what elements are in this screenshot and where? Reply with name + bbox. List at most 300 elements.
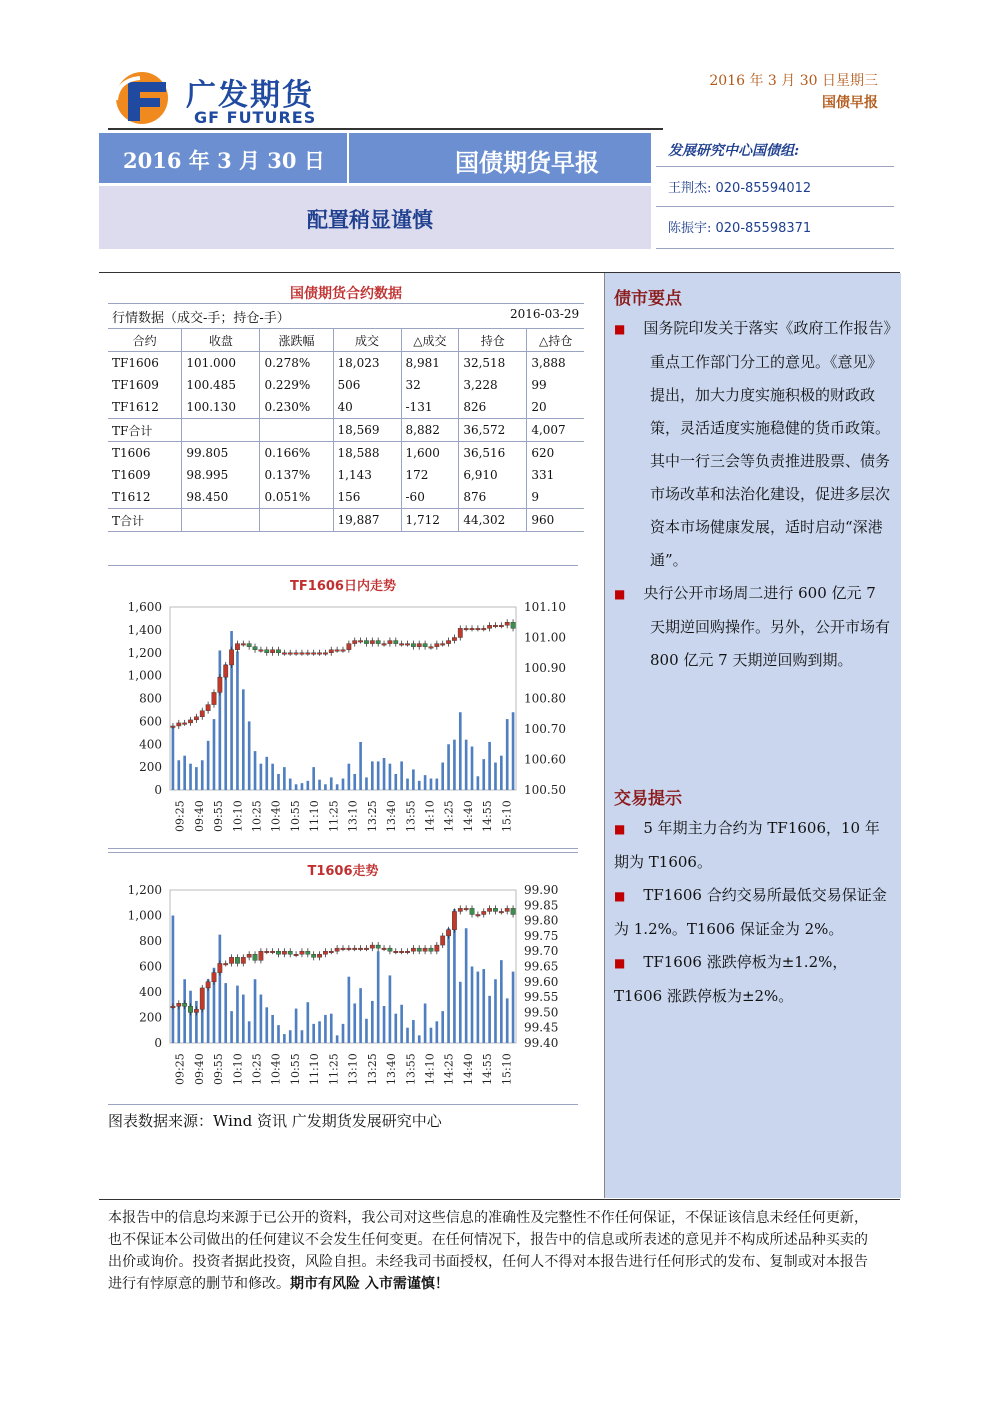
price-candle bbox=[171, 726, 175, 728]
x-axis-tick-label: 10:25 bbox=[250, 800, 264, 832]
bullet-item bbox=[614, 946, 894, 1013]
volume-bar bbox=[471, 967, 474, 1044]
price-candle bbox=[388, 948, 392, 951]
price-candle bbox=[335, 948, 339, 951]
x-axis-tick-label: 09:40 bbox=[192, 800, 206, 832]
table-cell: TF合计 bbox=[108, 419, 182, 442]
price-candle bbox=[218, 677, 222, 692]
table-cell: -60 bbox=[401, 486, 459, 509]
chart1-bottom-rule bbox=[108, 848, 578, 849]
volume-bar bbox=[371, 1001, 374, 1043]
left-axis-tick-label: 600 bbox=[139, 714, 162, 729]
right-axis-tick-label: 99.90 bbox=[524, 883, 559, 897]
volume-bar bbox=[418, 1035, 421, 1043]
table-cell: T1609 bbox=[112, 468, 151, 482]
price-candle bbox=[376, 945, 380, 948]
price-candle bbox=[464, 908, 468, 910]
price-candle bbox=[229, 650, 233, 665]
x-axis-tick-label: 10:55 bbox=[288, 1053, 302, 1085]
price-candle bbox=[364, 948, 368, 950]
price-candle bbox=[341, 948, 345, 950]
price-candle bbox=[399, 951, 403, 953]
table-cell: 36,572 bbox=[459, 419, 527, 442]
volume-bar bbox=[248, 721, 251, 790]
volume-bar bbox=[301, 1030, 304, 1043]
x-axis-tick-label: 09:25 bbox=[173, 1053, 187, 1085]
price-candle bbox=[270, 650, 274, 653]
contact-phone: 020-85594012 bbox=[715, 181, 812, 196]
volume-bar bbox=[219, 650, 222, 790]
table-cell: 0.051% bbox=[260, 486, 333, 509]
left-axis-tick-label: 1,600 bbox=[127, 600, 162, 614]
price-candle bbox=[476, 628, 480, 630]
table-cell: 99.805 bbox=[182, 442, 260, 465]
table-cell: 1,143 bbox=[333, 464, 401, 486]
price-candle bbox=[417, 948, 421, 951]
contacts-heading: 发展研究中心国债组: bbox=[668, 143, 800, 159]
table-cell: 19,887 bbox=[333, 509, 401, 532]
price-candle bbox=[487, 908, 491, 911]
bullet-item bbox=[614, 577, 894, 677]
right-axis-tick-label: 99.70 bbox=[524, 944, 559, 959]
table-cell: 101.000 bbox=[182, 352, 260, 375]
x-axis-tick-label: 10:25 bbox=[250, 1053, 264, 1085]
volume-bar bbox=[494, 979, 497, 1043]
price-candle bbox=[423, 644, 427, 647]
volume-bar bbox=[482, 759, 485, 790]
volume-bar bbox=[459, 712, 462, 790]
header-date: 2016 年 3 月 30 日星期三 bbox=[709, 73, 878, 89]
price-candle bbox=[341, 650, 345, 652]
table-cell: 9 bbox=[527, 486, 584, 509]
bullet-square-icon: ■ bbox=[614, 889, 626, 903]
bullet-text: 国务院印发关于落实《政府工作报告》重点工作部门分工的意见。《意见》提出，加大力度实施积极的财政政策，灵活适度实施稳健的货币政策。其中一行三会等负责推进股票、债务市场改革和法治化建设，促进多层次资本市场健康发展，适时启动“深港通”。 bbox=[643, 319, 891, 569]
volume-bar bbox=[254, 751, 257, 790]
x-axis-tick-label: 09:55 bbox=[212, 1053, 226, 1085]
price-candle bbox=[282, 653, 286, 655]
tf1606-intraday-chart bbox=[108, 597, 578, 852]
price-candle bbox=[452, 911, 456, 929]
price-candle bbox=[259, 951, 263, 960]
price-candle bbox=[265, 650, 269, 653]
bond-market-bullets bbox=[614, 312, 894, 677]
table-row bbox=[108, 486, 584, 509]
table-header-cell: △持仓 bbox=[527, 329, 584, 352]
table-cell: 0.230% bbox=[260, 396, 333, 419]
left-axis-tick-label: 600 bbox=[139, 959, 162, 974]
price-candle bbox=[317, 954, 321, 957]
volume-bar bbox=[482, 969, 485, 1043]
price-candle bbox=[329, 951, 333, 953]
price-candle bbox=[177, 723, 181, 726]
disclaimer bbox=[108, 1207, 868, 1295]
right-axis-tick-label: 99.75 bbox=[524, 928, 559, 943]
table-cell: 8,882 bbox=[401, 419, 459, 442]
volume-bar bbox=[488, 742, 491, 790]
section-title-trading-tips: 交易提示 bbox=[614, 789, 682, 809]
table-cell: 506 bbox=[333, 374, 401, 396]
x-axis-tick-label: 11:10 bbox=[308, 1053, 322, 1085]
volume-bar bbox=[459, 982, 462, 1043]
chart-frame bbox=[108, 565, 578, 840]
contact-row bbox=[668, 217, 811, 236]
chart-top-rule bbox=[108, 852, 578, 853]
table-row bbox=[108, 442, 584, 465]
table-cell: TF1606 bbox=[112, 356, 159, 370]
volume-bar bbox=[412, 1020, 415, 1043]
x-axis-tick-label: 14:55 bbox=[481, 800, 495, 832]
price-candle bbox=[241, 644, 245, 646]
right-axis-tick-label: 99.40 bbox=[524, 1036, 559, 1050]
table-date: 2016-03-29 bbox=[510, 307, 580, 321]
price-candle bbox=[417, 644, 421, 647]
table-cell bbox=[260, 419, 333, 442]
bullet-square-icon: ■ bbox=[614, 822, 626, 836]
volume-bar bbox=[447, 928, 450, 1043]
volume-bar bbox=[295, 784, 298, 790]
volume-bar bbox=[400, 1005, 403, 1043]
bullet-square-icon: ■ bbox=[614, 956, 626, 970]
contacts-rule-3 bbox=[656, 248, 894, 249]
price-candle bbox=[347, 948, 351, 950]
bullet-text: TF1606 涨跌停板为±1.2%，T1606 涨跌停板为±2%。 bbox=[614, 953, 848, 1005]
volume-bar bbox=[236, 652, 239, 790]
table-header-cell: 合约 bbox=[108, 329, 182, 352]
volume-bar bbox=[406, 779, 409, 790]
table-cell: 172 bbox=[401, 464, 459, 486]
price-candle bbox=[311, 954, 315, 957]
table-cell: 98.450 bbox=[182, 486, 260, 509]
volume-bar bbox=[424, 1003, 427, 1043]
table-cell: 8,981 bbox=[401, 352, 459, 375]
volume-bar bbox=[336, 784, 339, 790]
price-candle bbox=[206, 705, 210, 711]
table-cell: 20 bbox=[527, 396, 584, 419]
table-cell: T1606 bbox=[108, 442, 182, 465]
chart-title: T1606走势 bbox=[307, 864, 379, 879]
volume-bar bbox=[260, 764, 263, 790]
table-cell: 620 bbox=[527, 442, 584, 465]
volume-bar bbox=[394, 1014, 397, 1043]
volume-bar bbox=[465, 928, 468, 1043]
banner-title: 国债期货早报 bbox=[455, 148, 599, 177]
table-cell: 100.130 bbox=[182, 396, 260, 419]
x-axis-tick-label: 10:40 bbox=[269, 1053, 283, 1085]
table-cell: 18,569 bbox=[333, 419, 401, 442]
volume-bar bbox=[377, 761, 380, 790]
table-row bbox=[108, 509, 584, 532]
table-cell: 32 bbox=[401, 374, 459, 396]
right-axis-tick-label: 100.90 bbox=[524, 661, 566, 675]
table-cell: 826 bbox=[459, 396, 527, 419]
x-axis-tick-label: 10:40 bbox=[269, 800, 283, 832]
table-cell bbox=[260, 509, 333, 532]
price-candle bbox=[224, 665, 228, 677]
volume-bar bbox=[295, 1009, 298, 1043]
table-cell: 156 bbox=[333, 486, 401, 509]
volume-bar bbox=[242, 995, 245, 1043]
price-candle bbox=[376, 641, 380, 644]
volume-bar bbox=[242, 689, 245, 790]
volume-bar bbox=[418, 781, 421, 790]
volume-bar bbox=[494, 763, 497, 790]
right-axis-tick-label: 99.55 bbox=[524, 990, 559, 1005]
logo-en: GF FUTURES bbox=[194, 108, 317, 127]
volume-bar bbox=[371, 761, 374, 790]
table-header-row bbox=[108, 329, 584, 352]
chart-title: TF1606日内走势 bbox=[290, 579, 396, 594]
price-candle bbox=[241, 957, 245, 963]
price-candle bbox=[323, 653, 327, 655]
left-axis-tick-label: 400 bbox=[139, 737, 162, 752]
table-cell: 98.995 bbox=[182, 464, 260, 486]
volume-bar bbox=[342, 779, 345, 790]
price-candle bbox=[188, 720, 192, 723]
price-candle bbox=[452, 638, 456, 641]
price-candle bbox=[306, 951, 310, 954]
volume-bar bbox=[265, 757, 268, 790]
table-cell: 40 bbox=[333, 396, 401, 419]
table-cell: 960 bbox=[527, 509, 584, 532]
bullet-text: 5 年期主力合约为 TF1606，10 年期为 T1606。 bbox=[614, 819, 880, 871]
bullet-item bbox=[614, 312, 894, 577]
table-row bbox=[108, 352, 584, 375]
bullet-text: 央行公开市场周二进行 600 亿元 7 天期逆回购操作。另外，公开市场有 800 亿元 7 天期逆回购到期。 bbox=[643, 584, 891, 669]
volume-bar bbox=[430, 779, 433, 790]
volume-bar bbox=[213, 719, 216, 790]
volume-bar bbox=[301, 783, 304, 790]
price-candle bbox=[171, 1006, 175, 1008]
price-candle bbox=[505, 908, 509, 911]
gf-logo-icon bbox=[108, 70, 180, 126]
volume-bar bbox=[500, 756, 503, 790]
plot-area bbox=[170, 607, 516, 790]
volume-bar bbox=[177, 760, 180, 790]
section-title-bond-market: 债市要点 bbox=[614, 289, 682, 309]
volume-bar bbox=[230, 1011, 233, 1043]
table-cell: 1,600 bbox=[401, 442, 459, 465]
x-axis-tick-label: 14:40 bbox=[461, 800, 475, 832]
x-axis-tick-label: 09:25 bbox=[173, 800, 187, 832]
volume-bar bbox=[506, 719, 509, 790]
volume-bar bbox=[283, 767, 286, 790]
price-candle bbox=[194, 1009, 198, 1012]
price-candle bbox=[370, 945, 374, 948]
volume-bar bbox=[342, 1024, 345, 1043]
table-title-rule bbox=[108, 303, 584, 304]
x-axis-tick-label: 13:25 bbox=[365, 1053, 379, 1085]
price-candle bbox=[182, 723, 186, 725]
volume-bar bbox=[271, 1015, 274, 1043]
table-cell: 36,516 bbox=[459, 442, 527, 465]
x-axis-tick-label: 14:25 bbox=[442, 800, 456, 832]
table-cell: 0.137% bbox=[260, 464, 333, 486]
table-header-cell: 成交 bbox=[333, 329, 401, 352]
price-candle bbox=[440, 644, 444, 646]
x-axis-tick-label: 14:25 bbox=[442, 1053, 456, 1085]
table-cell: 0.229% bbox=[260, 374, 333, 396]
x-axis-tick-label: 13:25 bbox=[365, 800, 379, 832]
price-candle bbox=[276, 951, 280, 954]
left-axis-tick-label: 0 bbox=[154, 1036, 162, 1050]
table-cell: 3,228 bbox=[459, 374, 527, 396]
right-axis-tick-label: 99.65 bbox=[524, 959, 559, 974]
volume-bar bbox=[353, 774, 356, 790]
volume-bar bbox=[441, 1011, 444, 1043]
contact-row bbox=[668, 177, 811, 196]
price-candle bbox=[265, 951, 269, 953]
volume-bar bbox=[248, 1021, 251, 1043]
disclaimer-top-rule bbox=[99, 1199, 900, 1200]
x-axis-tick-label: 10:10 bbox=[231, 1053, 245, 1085]
volume-bar bbox=[506, 998, 509, 1043]
volume-bar bbox=[389, 764, 392, 790]
volume-bar bbox=[488, 996, 491, 1043]
price-candle bbox=[411, 644, 415, 647]
table-cell: 99 bbox=[527, 374, 584, 396]
left-axis-tick-label: 400 bbox=[139, 985, 162, 999]
right-axis-tick-label: 99.60 bbox=[524, 974, 559, 989]
contacts bbox=[656, 132, 894, 250]
price-candle bbox=[288, 653, 292, 655]
x-axis-tick-label: 13:40 bbox=[385, 1053, 399, 1085]
volume-bar bbox=[365, 777, 368, 790]
right-axis-tick-label: 101.00 bbox=[524, 630, 566, 645]
price-candle bbox=[435, 644, 439, 647]
volume-bar bbox=[271, 764, 274, 790]
chart2-bottom-rule bbox=[108, 1104, 578, 1105]
x-axis-tick-label: 11:25 bbox=[327, 1053, 341, 1085]
left-axis-tick-label: 200 bbox=[139, 1010, 162, 1025]
volume-bar bbox=[394, 774, 397, 790]
price-candle bbox=[470, 908, 474, 914]
price-candle bbox=[206, 982, 210, 988]
volume-bar bbox=[330, 777, 333, 790]
table-header-cell: 涨跌幅 bbox=[260, 329, 333, 352]
price-candle bbox=[399, 644, 403, 646]
price-candle bbox=[182, 1003, 186, 1006]
chart-top-rule bbox=[108, 565, 578, 566]
volume-bar bbox=[365, 1019, 368, 1043]
trading-tips-bullets bbox=[614, 812, 894, 1013]
left-axis-tick-label: 1,000 bbox=[127, 908, 162, 923]
banner-divider bbox=[347, 133, 349, 183]
volume-bar bbox=[172, 916, 175, 1044]
volume-bar bbox=[260, 995, 263, 1043]
disclaimer-text: 本报告中的信息均来源于已公开的资料，我公司对这些信息的准确性及完整性不作任何保证，不保证该信息未经任何更新，也不保证本公司做出的任何建议不会发生任何变更。在任何情况下，报告中的信息或所表述的意见并不构成所述品种买卖的出价或询价。投资者据此投资，风险自担。未经我司书面授权，任何人不得对本报告进行任何形式的发布、复制或对本报告进行有悖原意的删节和修改。 bbox=[108, 1210, 868, 1292]
x-axis-tick-label: 14:10 bbox=[423, 1053, 437, 1085]
header-rule bbox=[108, 128, 663, 130]
price-candle bbox=[188, 1006, 192, 1012]
volume-bar bbox=[224, 664, 227, 790]
price-candle bbox=[511, 908, 515, 914]
volume-bar bbox=[189, 991, 192, 1043]
table-cell: 18,588 bbox=[333, 442, 401, 465]
x-axis-tick-label: 10:10 bbox=[231, 800, 245, 832]
table-cell: T1612 bbox=[112, 490, 151, 504]
price-candle bbox=[482, 911, 486, 914]
volume-bar bbox=[177, 1005, 180, 1043]
x-axis-tick-label: 13:55 bbox=[404, 1053, 418, 1085]
volume-bar bbox=[324, 1015, 327, 1043]
price-candle bbox=[353, 641, 357, 644]
price-candle bbox=[235, 957, 239, 963]
right-axis-tick-label: 101.10 bbox=[524, 600, 566, 614]
volume-bar bbox=[436, 779, 439, 790]
left-axis-tick-label: 1,400 bbox=[127, 622, 162, 637]
volume-bar bbox=[377, 951, 380, 1043]
price-candle bbox=[370, 641, 374, 644]
price-candle bbox=[482, 628, 486, 630]
volume-bar bbox=[471, 747, 474, 790]
contract-table bbox=[108, 328, 584, 532]
price-candle bbox=[200, 711, 204, 717]
right-axis-tick-label: 99.85 bbox=[524, 898, 559, 913]
price-candle bbox=[411, 948, 415, 951]
price-candle bbox=[317, 653, 321, 655]
x-axis-tick-label: 13:10 bbox=[346, 1053, 360, 1085]
price-candle bbox=[435, 945, 439, 951]
volume-bar bbox=[254, 979, 257, 1043]
banner bbox=[99, 133, 651, 183]
table-cell: 18,023 bbox=[333, 352, 401, 375]
price-candle bbox=[247, 954, 251, 957]
price-candle bbox=[493, 908, 497, 911]
price-candle bbox=[429, 948, 433, 951]
price-candle bbox=[440, 936, 444, 945]
volume-bar bbox=[318, 1021, 321, 1043]
volume-bar bbox=[312, 1024, 315, 1043]
x-axis-tick-label: 14:40 bbox=[461, 1053, 475, 1085]
contact-phone: 020-85598371 bbox=[715, 221, 812, 236]
banner-subtitle: 配置稍显谨慎 bbox=[307, 207, 433, 232]
price-candle bbox=[499, 911, 503, 913]
price-candle bbox=[382, 948, 386, 950]
subtitle-band bbox=[99, 186, 651, 249]
right-axis-tick-label: 100.70 bbox=[524, 722, 566, 736]
table-cell: 1,712 bbox=[401, 509, 459, 532]
table-cell bbox=[182, 419, 260, 442]
volume-bar bbox=[277, 774, 280, 790]
price-candle bbox=[511, 622, 515, 628]
volume-bar bbox=[383, 758, 386, 790]
table-row bbox=[108, 396, 584, 419]
x-axis-tick-label: 09:40 bbox=[192, 1053, 206, 1085]
table-header-cell: 持仓 bbox=[459, 329, 527, 352]
table-cell: 44,302 bbox=[459, 509, 527, 532]
right-axis-tick-label: 99.50 bbox=[524, 1005, 559, 1020]
price-candle bbox=[194, 717, 198, 720]
price-candle bbox=[282, 951, 286, 954]
volume-bar bbox=[348, 764, 351, 790]
volume-bar bbox=[348, 977, 351, 1043]
volume-bar bbox=[330, 1014, 333, 1043]
t1606-intraday-chart bbox=[108, 880, 578, 1105]
volume-bar bbox=[236, 986, 239, 1043]
right-axis-tick-label: 100.50 bbox=[524, 783, 566, 797]
volume-bar bbox=[183, 979, 186, 1043]
price-candle bbox=[394, 641, 398, 644]
left-axis-tick-label: 1,200 bbox=[127, 883, 162, 897]
volume-bar bbox=[195, 767, 198, 790]
x-axis-tick-label: 09:55 bbox=[212, 800, 226, 832]
right-axis-tick-label: 100.80 bbox=[524, 691, 566, 706]
price-candle bbox=[335, 650, 339, 652]
price-candle bbox=[276, 650, 280, 653]
table-cell: TF1609 bbox=[112, 378, 159, 392]
price-candle bbox=[300, 653, 304, 655]
price-candle bbox=[382, 644, 386, 646]
